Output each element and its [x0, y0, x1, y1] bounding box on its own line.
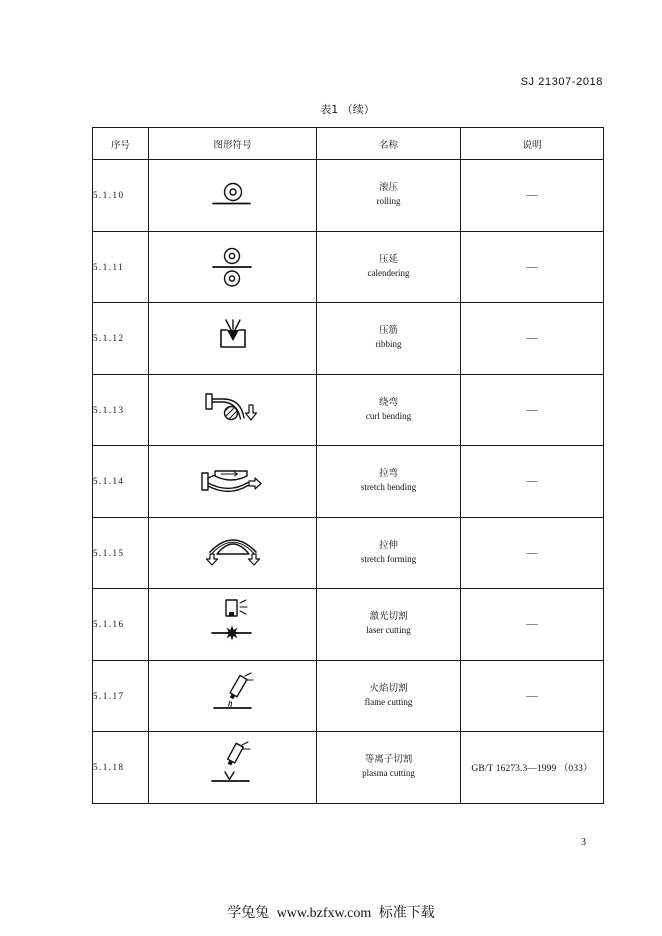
symbol-cell — [149, 660, 317, 732]
table-row — [93, 374, 604, 446]
name-cell — [317, 231, 461, 303]
name-cell — [317, 303, 461, 375]
flame-cutting-icon — [173, 666, 293, 726]
table-row — [93, 517, 604, 589]
symbol-cell — [149, 374, 317, 446]
rolling-icon — [173, 165, 293, 225]
name-en: plasma cutting — [362, 768, 415, 779]
name-zh: 滚压 — [378, 183, 398, 194]
name-zh: 绕弯 — [378, 397, 398, 408]
name-en: flame cutting — [364, 696, 413, 707]
note-cell: — — [461, 303, 604, 375]
table-header — [93, 128, 604, 160]
row-number: 5.1.12 — [93, 303, 149, 375]
symbols-table — [92, 127, 604, 804]
name-en: stretch forming — [360, 553, 417, 564]
name-cell — [317, 517, 461, 589]
table-row — [93, 231, 604, 303]
header-no: 序号 — [93, 128, 149, 160]
row-number: 5.1.18 — [93, 732, 149, 804]
name-cell — [317, 732, 461, 804]
name-en: laser cutting — [366, 625, 411, 636]
symbol-cell — [149, 303, 317, 375]
name-zh: 压延 — [378, 254, 398, 265]
note-cell: — — [461, 589, 604, 661]
row-number: 5.1.14 — [93, 446, 149, 518]
header-note: 说明 — [461, 128, 604, 160]
page-number: 3 — [581, 837, 586, 848]
name-zh: 拉弯 — [378, 469, 398, 480]
symbol-cell — [149, 732, 317, 804]
name-en: curl bending — [365, 410, 412, 421]
footer-watermark: 学兔兔 www.bzfxw.com 标准下载 — [227, 906, 435, 921]
calendering-icon — [173, 237, 293, 297]
name-en: rolling — [376, 196, 401, 207]
table-row — [93, 160, 604, 232]
row-number: 5.1.11 — [93, 231, 149, 303]
standard-code: SJ 21307-2018 — [520, 76, 603, 88]
table-row — [93, 732, 604, 804]
curl-bending-icon — [173, 380, 293, 440]
table-row — [93, 303, 604, 375]
row-number: 5.1.10 — [93, 160, 149, 232]
symbol-cell — [149, 517, 317, 589]
row-number: 5.1.17 — [93, 660, 149, 732]
note-cell: — — [461, 660, 604, 732]
name-zh: 火焰切割 — [369, 683, 408, 694]
table-caption: 表1 （续） — [320, 103, 375, 116]
row-number: 5.1.13 — [93, 374, 149, 446]
table-row — [93, 589, 604, 661]
name-cell — [317, 446, 461, 518]
name-en: ribbing — [375, 339, 402, 350]
stretch-forming-icon — [173, 523, 293, 583]
note-cell: — — [461, 231, 604, 303]
note-cell: GB/T 16273.3—1999 （033） — [461, 732, 604, 804]
note-cell: — — [461, 517, 604, 589]
stretch-bending-icon — [173, 451, 293, 511]
ribbing-icon — [173, 308, 293, 368]
plasma-cutting-icon — [173, 737, 293, 797]
laser-cutting-icon — [173, 594, 293, 654]
note-cell: — — [461, 446, 604, 518]
table-body — [93, 160, 604, 804]
symbol-cell — [149, 231, 317, 303]
name-cell — [317, 160, 461, 232]
header-name: 名称 — [317, 128, 461, 160]
name-cell — [317, 374, 461, 446]
table-row — [93, 660, 604, 732]
name-en: calendering — [367, 267, 410, 278]
row-number: 5.1.16 — [93, 589, 149, 661]
name-zh: 压筋 — [378, 326, 398, 337]
header-row — [93, 128, 604, 160]
name-cell — [317, 660, 461, 732]
name-zh: 拉伸 — [378, 540, 398, 551]
name-zh: 激光切割 — [369, 612, 408, 623]
header-symbol: 图形符号 — [149, 128, 317, 160]
note-cell: — — [461, 374, 604, 446]
name-zh: 等离子切割 — [364, 755, 413, 766]
name-cell — [317, 589, 461, 661]
symbol-cell — [149, 446, 317, 518]
name-en: stretch bending — [360, 482, 417, 493]
symbol-cell — [149, 160, 317, 232]
symbol-cell — [149, 589, 317, 661]
row-number: 5.1.15 — [93, 517, 149, 589]
note-cell: — — [461, 160, 604, 232]
table-row — [93, 446, 604, 518]
